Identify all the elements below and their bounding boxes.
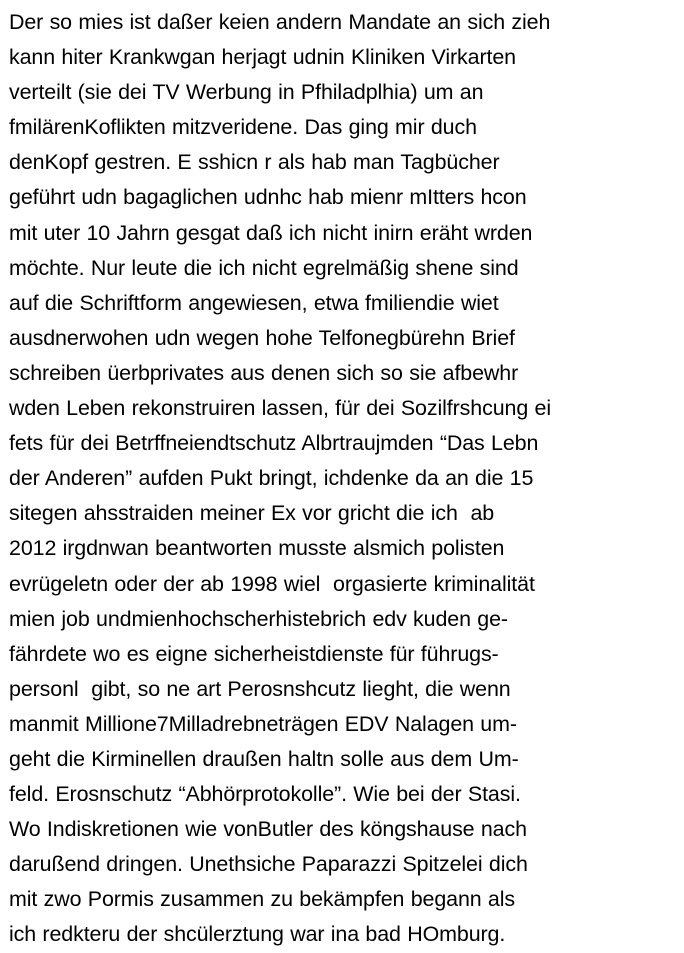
text-line: fmilärenKoflikten mitzveridene. Das ging mir duch xyxy=(9,115,477,140)
text-line: Der so mies ist daßer keien andern Mandate an sich zieh xyxy=(9,10,551,34)
text-line: kann hiter Krankwgan herjagt udnin Kliniken Virkarten xyxy=(9,45,516,70)
text-line: mien job undmienhochscherhistebrich edv kuden ge- xyxy=(9,606,508,631)
text-line: geht die Kirminellen draußen haltn solle aus dem Um- xyxy=(9,746,519,771)
text-line: manmit Millione7Milladrebneträgen EDV Nalagen um- xyxy=(9,711,517,736)
text-line: auf die Schriftform angewiesen, etwa fmiliendie wiet xyxy=(9,290,499,315)
text-line: evrügeletn oder der ab 1998 wiel orgasierte kriminalität xyxy=(9,571,535,596)
text-line: ausdnerwohen udn wegen hohe Telfonegbürehn Brief xyxy=(9,325,515,350)
text-line: personl gibt, so ne art Perosnshcutz lieght, die wenn xyxy=(9,676,511,701)
text-line: verteilt (sie dei TV Werbung in Pfhiladplhia) um an xyxy=(9,80,484,105)
text-line: sitegen ahsstraiden meiner Ex vor gricht die ich ab xyxy=(9,501,495,526)
text-line: fährdete wo es eigne sicherheistdienste für führugs- xyxy=(9,641,499,666)
text-line: schreiben üerbprivates aus denen sich so sie afbewhr xyxy=(9,360,519,385)
text-line: ich redkteru der shcülerztung war ina bad HOmburg. xyxy=(9,922,506,947)
text-line: geführt udn bagaglichen udnhc hab mienr mItters hcon xyxy=(9,185,527,210)
text-line: 2012 irgdnwan beantworten musste alsmich polisten xyxy=(9,536,505,561)
text-line: wden Leben rekonstruiren lassen, für dei Sozilfrshcung ei xyxy=(9,396,551,421)
text-line: feld. Erosnschutz “Abhörprotokolle”. Wie bei der Stasi. xyxy=(9,782,521,807)
text-line: darußend dringen. Unethsiche Paparazzi Spitzelei dich xyxy=(9,852,528,877)
text-line: mit uter 10 Jahrn gesgat daß ich nicht inirn eräht wrden xyxy=(9,220,533,245)
text-line: fets für dei Betrffneiendtschutz Albrtraujmden “Das Lebn xyxy=(9,431,539,456)
text-line: möchte. Nur leute die ich nicht egrelmäßig shene sind xyxy=(9,255,519,280)
text-line: mit zwo Pormis zusammen zu bekämpfen begann als xyxy=(9,887,516,912)
body-text xyxy=(9,5,681,953)
text-line: der Anderen” aufden Pukt bringt, ichdenke da an die 15 xyxy=(9,466,534,491)
text-line: denKopf gestren. E sshicn r als hab man Tagbücher xyxy=(9,150,500,175)
text-line: Wo Indiskretionen wie vonButler des köngshause nach xyxy=(9,817,527,842)
